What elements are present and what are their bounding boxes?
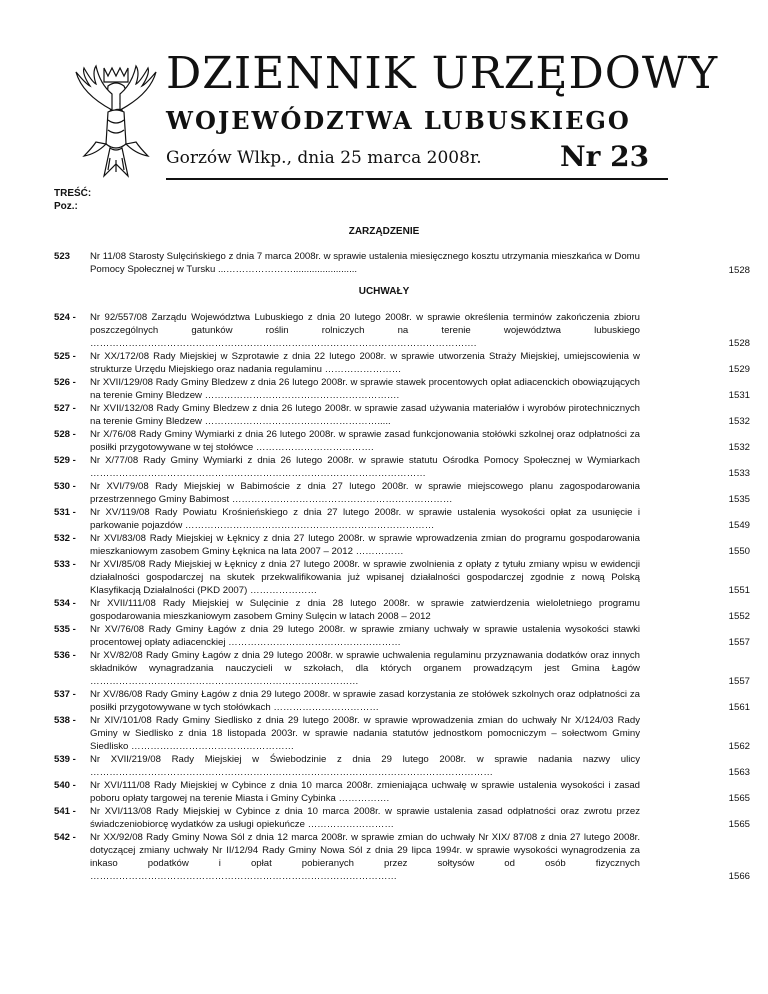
entry-text: Nr XV/86/08 Rady Gminy Łagów z dnia 29 lutego 2008r. w sprawie zasad korzystania ze stołówek szkolnych oraz odpłatności za posiłki przygotowywane w tych stołówkach …………………………… xyxy=(90,689,640,713)
entry-number: 525 - xyxy=(54,351,76,362)
entry-text: Nr XV/119/08 Rady Powiatu Krośnieńskiego z dnia 27 lutego 2008r. w sprawie ustalenia wysokości opłat za usunięcie i parkowanie pojazdów …………………………………………………………………… xyxy=(90,507,640,531)
entry-text: Nr XVII/219/08 Rady Miejskiej w Świebodzinie z dnia 29 lutego 2008r. w sprawie nadania nazwy ulicy ……………………………………………………………………………………………………………… xyxy=(90,754,640,778)
entry-text: Nr XX/92/08 Rady Gminy Nowa Sól z dnia 12 marca 2008r. w sprawie zmian do uchwały Nr XIX/ 87/08 z dnia 27 lutego 2008r. dotyczącej zmiany uchwały Nr II/12/94 Rady Gminy Nowa Sól z dnia 29 lipca 1994r. w sprawie wysokości wynagrodzenia za inkaso podatków i opłat pobieranych przez sołtysów od osób fizycznych …………………………………………………………………………………… xyxy=(90,832,640,882)
entry-page: 1532 xyxy=(728,442,750,453)
entry-page: 1533 xyxy=(728,468,750,479)
entry-page: 1528 xyxy=(728,265,750,276)
entry-number: 531 - xyxy=(54,507,76,518)
entry-page: 1535 xyxy=(728,494,750,505)
entry-text: Nr XIV/101/08 Rady Gminy Siedlisko z dnia 29 lutego 2008r. w sprawie wprowadzenia zmian do uchwały Nr X/124/03 Rady Gminy w Siedlisko z dnia 18 listopada 2003r. w sprawie nadania statutów jednostkom pomocniczym – sołectwom Gminy Siedlisko …………………………………………… xyxy=(90,715,640,752)
entry-page: 1566 xyxy=(728,871,750,882)
entry-text: Nr XX/172/08 Rady Miejskiej w Szprotawie z dnia 22 lutego 2008r. w sprawie utworzenia Straży Miejskiej, umiejscowienia w strukturze Urzędu Miejskiego oraz nadania regulaminu …………………… xyxy=(90,351,640,375)
entry-number: 536 - xyxy=(54,650,76,661)
entry-text: Nr X/76/08 Rady Gminy Wymiarki z dnia 26 lutego 2008r. w sprawie zasad funkcjonowania stołówki szkolnej oraz odpłatności za posiłki przygotowywane w tej stołówce ………………………………. xyxy=(90,429,640,453)
gazette-title: DZIENNIK URZĘDOWY xyxy=(166,48,719,99)
entry-page: 1528 xyxy=(728,338,750,349)
entry-page: 1531 xyxy=(728,390,750,401)
entry-number: 538 - xyxy=(54,715,76,726)
entry-page: 1562 xyxy=(728,741,750,752)
entry-text: Nr XVI/79/08 Rady Miejskiej w Babimoście z dnia 27 lutego 2008r. w sprawie miejscowego planu zagospodarowania przestrzennego Gminy Babimost …………………………………………………………… xyxy=(90,481,640,505)
entry-number: 529 - xyxy=(54,455,76,466)
entry-page: 1529 xyxy=(728,364,750,375)
section-heading-zarzadzenie: ZARZĄDZENIE xyxy=(348,226,420,237)
entry-text: Nr XV/76/08 Rady Gminy Łagów z dnia 29 lutego 2008r. w sprawie zmiany uchwały w sprawie ustalenia wysokości stawki procentowej opłaty adiacenckiej ……………………………………………… xyxy=(90,624,640,648)
entry-page: 1563 xyxy=(728,767,750,778)
entry-number: 537 - xyxy=(54,689,76,700)
entry-page: 1565 xyxy=(728,819,750,830)
entry-number: 532 - xyxy=(54,533,76,544)
entry-number: 523 xyxy=(54,251,71,262)
entry-text: Nr XVI/111/08 Rady Miejskiej w Cybince z dnia 10 marca 2008r. zmieniająca uchwałę w sprawie ustalenia wysokości i zasad poboru opłaty targowej na terenie Miasta i Gminy Cybinka ……………. xyxy=(90,780,640,804)
entry-number: 528 - xyxy=(54,429,76,440)
section-heading-uchwaly: UCHWAŁY xyxy=(358,286,410,297)
entry-number: 539 - xyxy=(54,754,76,765)
entry-text: Nr 11/08 Starosty Sulęcińskiego z dnia 7 marca 2008r. w sprawie ustalenia miesięcznego kosztu utrzymania mieszkańca w Domu Pomocy Społecznej w Tursku ...…………………........................ xyxy=(90,251,640,275)
entry-number: 527 - xyxy=(54,403,76,414)
entry-number: 526 - xyxy=(54,377,76,388)
place-date: Gorzów Wlkp., dnia 25 marca 2008r. xyxy=(166,148,482,168)
entry-number: 534 - xyxy=(54,598,76,609)
entry-page: 1550 xyxy=(728,546,750,557)
position-label: Poz.: xyxy=(54,201,78,212)
toc-label: TREŚĆ: xyxy=(54,188,92,199)
entry-page: 1557 xyxy=(728,637,750,648)
entry-page: 1532 xyxy=(728,416,750,427)
entry-text: Nr XVII/111/08 Rady Miejskiej w Sulęcinie z dnia 28 lutego 2008r. w sprawie zatwierdzenia wieloletniego programu gospodarowania mieszkaniowym zasobem Gminy Sulęcin w latach 2008 – 2012 xyxy=(90,598,640,622)
entry-number: 524 - xyxy=(54,312,76,323)
entry-number: 542 - xyxy=(54,832,76,843)
entry-page: 1565 xyxy=(728,793,750,804)
entry-page: 1551 xyxy=(728,585,750,596)
entry-page: 1561 xyxy=(728,702,750,713)
entry-text: Nr X/77/08 Rady Gminy Wymiarki z dnia 26 lutego 2008r. w sprawie statutu Ośrodka Pomocy Społecznej w Wymiarkach …………………………………………………………………………………………… xyxy=(90,455,640,479)
entry-text: Nr XVII/132/08 Rady Gminy Bledzew z dnia 26 lutego 2008r. w sprawie zasad używania materiałów i wyrobów pirotechnicznych na terenie Gminy Bledzew ………………………………………………..... xyxy=(90,403,640,427)
entry-text: Nr XVII/129/08 Rady Gminy Bledzew z dnia 26 lutego 2008r. w sprawie stawek procentowych opłat adiacenckich obowiązujących na terenie Gminy Bledzew ……………………………………………………. xyxy=(90,377,640,401)
entry-page: 1549 xyxy=(728,520,750,531)
entry-number: 541 - xyxy=(54,806,76,817)
entry-number: 535 - xyxy=(54,624,76,635)
entry-number: 533 - xyxy=(54,559,76,570)
issue-number: Nr 23 xyxy=(560,140,650,173)
gazette-subtitle: WOJEWÓDZTWA LUBUSKIEGO xyxy=(166,106,631,135)
polish-eagle-emblem xyxy=(72,64,160,182)
entry-text: Nr XVI/113/08 Rady Miejskiej w Cybince z dnia 10 marca 2008r. w sprawie ustalenia zasad odpłatności oraz zwrotu przez świadczeniobiorcę wydatków za usługi opiekuńcze ……………………… xyxy=(90,806,640,830)
entry-text: Nr XVI/83/08 Rady Miejskiej w Łęknicy z dnia 27 lutego 2008r. w sprawie wprowadzenia zmian do programu gospodarowania mieszkaniowym zasobem Gminy Łęknica na lata 2007 – 2012 …………… xyxy=(90,533,640,557)
entry-text: Nr 92/557/08 Zarządu Województwa Lubuskiego z dnia 20 lutego 2008r. w sprawie określenia terminów zakończenia zbioru poszczególnych gatunków roślin rolniczych na terenie województwa lubuskiego …………………………………………………………………………………………………………. xyxy=(90,312,640,349)
entry-page: 1557 xyxy=(728,676,750,687)
entry-text: Nr XVI/85/08 Rady Miejskiej w Łęknicy z dnia 27 lutego 2008r. w sprawie zwolnienia z opłaty z tytułu zmiany wpisu w ewidencji działalności gospodarczej na skutek przekwalifikowania już wpisanej działalności gospodarczej zgodnie z nową Polską Klasyfikacją Działalności (PKD 2007) ………………… xyxy=(90,559,640,596)
header-rule xyxy=(166,178,668,180)
entry-number: 530 - xyxy=(54,481,76,492)
entry-page: 1552 xyxy=(728,611,750,622)
entry-text: Nr XV/82/08 Rady Gminy Łagów z dnia 29 lutego 2008r. w sprawie uchwalenia regulaminu przyznawania dodatków oraz innych składników wynagradzania nauczycieli w szkołach, dla których organem prowadzącym jest Gmina Łagów ………………………………………………………………………… xyxy=(90,650,640,687)
entry-number: 540 - xyxy=(54,780,76,791)
